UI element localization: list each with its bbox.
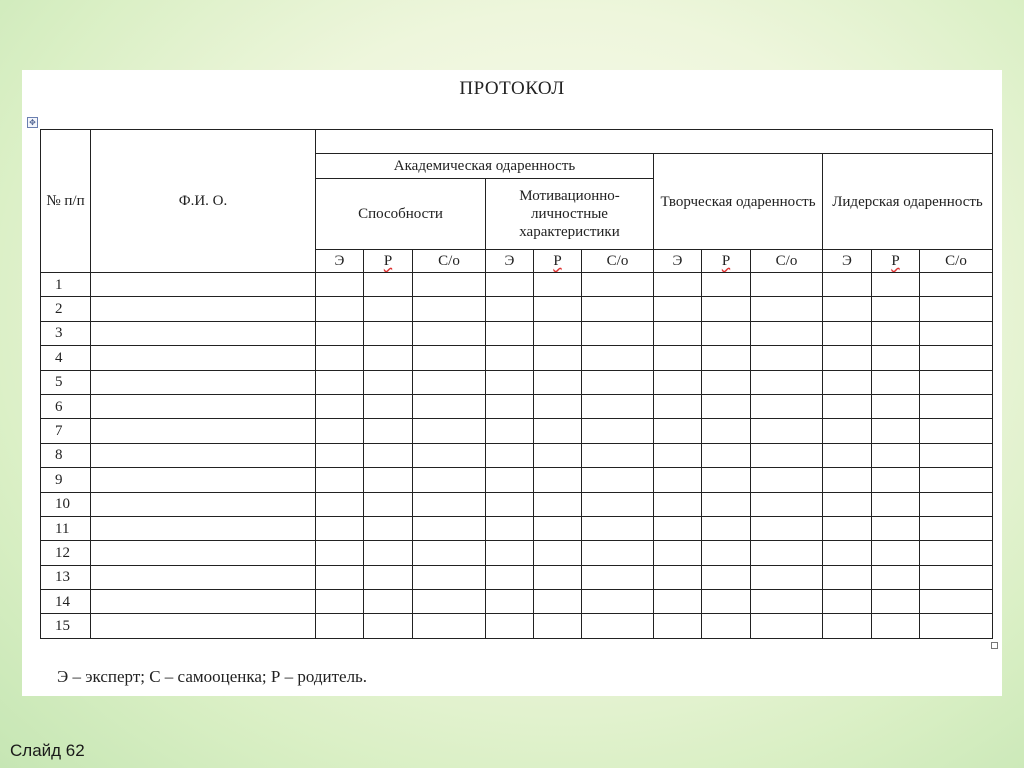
score-cell[interactable] (872, 443, 920, 467)
score-cell[interactable] (920, 590, 993, 614)
score-cell[interactable] (413, 541, 486, 565)
score-cell[interactable] (872, 370, 920, 394)
score-cell[interactable] (582, 346, 654, 370)
fio-cell[interactable] (91, 492, 316, 516)
score-cell[interactable] (872, 321, 920, 345)
score-cell[interactable] (751, 590, 823, 614)
score-cell[interactable] (364, 541, 413, 565)
score-cell[interactable] (654, 346, 702, 370)
table-row (41, 370, 993, 394)
score-cell[interactable] (702, 370, 751, 394)
score-cell[interactable] (534, 590, 582, 614)
subheader-cell: Э (486, 250, 534, 273)
score-cell[interactable] (582, 443, 654, 467)
table-row (41, 346, 993, 370)
header-abilities: Способности (316, 179, 486, 250)
score-cell[interactable] (534, 419, 582, 443)
document-title: ПРОТОКОЛ (459, 78, 565, 99)
score-cell[interactable] (654, 443, 702, 467)
score-cell[interactable] (872, 297, 920, 321)
score-cell[interactable] (751, 516, 823, 540)
table-row (41, 297, 993, 321)
header-creative: Творческая одаренность (654, 154, 823, 250)
row-number: 3 (41, 321, 91, 345)
score-cell[interactable] (413, 614, 486, 638)
score-cell[interactable] (823, 419, 872, 443)
score-cell[interactable] (364, 614, 413, 638)
score-cell[interactable] (364, 443, 413, 467)
score-cell[interactable] (823, 541, 872, 565)
legend-text: Э – эксперт; С – самооценка; Р – родитель. (57, 667, 368, 686)
fio-cell[interactable] (91, 346, 316, 370)
score-cell[interactable] (316, 419, 364, 443)
score-cell[interactable] (872, 541, 920, 565)
score-cell[interactable] (413, 419, 486, 443)
score-cell[interactable] (920, 614, 993, 638)
score-cell[interactable] (582, 590, 654, 614)
score-cell[interactable] (920, 394, 993, 418)
score-cell[interactable] (702, 516, 751, 540)
subheader-cell: Р (872, 250, 920, 273)
score-cell[interactable] (413, 346, 486, 370)
score-cell[interactable] (702, 492, 751, 516)
score-cell[interactable] (582, 394, 654, 418)
score-cell[interactable] (654, 273, 702, 297)
score-cell[interactable] (654, 370, 702, 394)
score-cell[interactable] (582, 273, 654, 297)
score-cell[interactable] (654, 614, 702, 638)
score-cell[interactable] (702, 273, 751, 297)
score-cell[interactable] (751, 370, 823, 394)
table-row (41, 516, 993, 540)
row-number: 15 (41, 614, 91, 638)
subheader-cell: С/о (751, 250, 823, 273)
table-row (41, 419, 993, 443)
score-cell[interactable] (823, 321, 872, 345)
score-cell[interactable] (486, 614, 534, 638)
score-cell[interactable] (413, 492, 486, 516)
subheader-cell: Р (702, 250, 751, 273)
score-cell[interactable] (872, 590, 920, 614)
score-cell[interactable] (872, 273, 920, 297)
score-cell[interactable] (823, 492, 872, 516)
score-cell[interactable] (364, 516, 413, 540)
score-cell[interactable] (364, 492, 413, 516)
score-cell[interactable] (486, 273, 534, 297)
score-cell[interactable] (823, 443, 872, 467)
score-cell[interactable] (872, 516, 920, 540)
score-cell[interactable] (751, 492, 823, 516)
score-cell[interactable] (364, 565, 413, 589)
score-cell[interactable] (702, 565, 751, 589)
score-cell[interactable] (751, 297, 823, 321)
fio-cell[interactable] (91, 590, 316, 614)
score-cell[interactable] (413, 565, 486, 589)
fio-cell[interactable] (91, 468, 316, 492)
score-cell[interactable] (872, 346, 920, 370)
score-cell[interactable] (413, 516, 486, 540)
score-cell[interactable] (702, 468, 751, 492)
score-cell[interactable] (702, 419, 751, 443)
header-fio: Ф.И. О. (91, 130, 316, 273)
subheader-cell: Э (316, 250, 364, 273)
score-cell[interactable] (486, 297, 534, 321)
score-cell[interactable] (534, 492, 582, 516)
score-cell[interactable] (823, 346, 872, 370)
score-cell[interactable] (654, 516, 702, 540)
score-cell[interactable] (534, 297, 582, 321)
score-cell[interactable] (413, 590, 486, 614)
row-number: 11 (41, 516, 91, 540)
score-cell[interactable] (823, 614, 872, 638)
score-cell[interactable] (316, 516, 364, 540)
score-cell[interactable] (364, 321, 413, 345)
score-cell[interactable] (413, 394, 486, 418)
score-cell[interactable] (872, 468, 920, 492)
score-cell[interactable] (486, 321, 534, 345)
score-cell[interactable] (920, 419, 993, 443)
score-cell[interactable] (582, 614, 654, 638)
score-cell[interactable] (702, 443, 751, 467)
subheader-cell: Р (364, 250, 413, 273)
score-cell[interactable] (872, 614, 920, 638)
score-cell[interactable] (582, 321, 654, 345)
fio-cell[interactable] (91, 541, 316, 565)
score-cell[interactable] (920, 321, 993, 345)
score-cell[interactable] (316, 565, 364, 589)
score-cell[interactable] (534, 468, 582, 492)
score-cell[interactable] (751, 273, 823, 297)
score-cell[interactable] (316, 590, 364, 614)
subheader-cell: Р (534, 250, 582, 273)
score-cell[interactable] (702, 541, 751, 565)
score-cell[interactable] (534, 394, 582, 418)
score-cell[interactable] (872, 565, 920, 589)
fio-cell[interactable] (91, 443, 316, 467)
score-cell[interactable] (413, 370, 486, 394)
score-cell[interactable] (872, 419, 920, 443)
header-leadership: Лидерская одаренность (823, 154, 993, 250)
score-cell[interactable] (751, 541, 823, 565)
fio-cell[interactable] (91, 419, 316, 443)
score-cell[interactable] (751, 443, 823, 467)
subheader-cell: С/о (582, 250, 654, 273)
score-cell[interactable] (316, 346, 364, 370)
score-cell[interactable] (920, 346, 993, 370)
score-cell[interactable] (654, 419, 702, 443)
score-cell[interactable] (413, 297, 486, 321)
score-cell[interactable] (751, 419, 823, 443)
score-cell[interactable] (823, 565, 872, 589)
score-cell[interactable] (702, 321, 751, 345)
score-cell[interactable] (413, 468, 486, 492)
table-move-handle-icon[interactable]: ✥ (27, 117, 38, 128)
score-cell[interactable] (582, 565, 654, 589)
table-row (41, 541, 993, 565)
score-cell[interactable] (751, 346, 823, 370)
score-cell[interactable] (702, 614, 751, 638)
score-cell[interactable] (920, 565, 993, 589)
score-cell[interactable] (534, 565, 582, 589)
score-cell[interactable] (364, 590, 413, 614)
score-cell[interactable] (413, 321, 486, 345)
score-cell[interactable] (364, 419, 413, 443)
score-cell[interactable] (920, 273, 993, 297)
score-cell[interactable] (823, 297, 872, 321)
row-number: 13 (41, 565, 91, 589)
score-cell[interactable] (920, 492, 993, 516)
score-cell[interactable] (486, 394, 534, 418)
document-page (22, 70, 1002, 696)
score-cell[interactable] (316, 273, 364, 297)
score-cell[interactable] (316, 297, 364, 321)
score-cell[interactable] (364, 468, 413, 492)
score-cell[interactable] (486, 541, 534, 565)
score-cell[interactable] (316, 468, 364, 492)
score-cell[interactable] (316, 614, 364, 638)
fio-cell[interactable] (91, 565, 316, 589)
fio-cell[interactable] (91, 297, 316, 321)
table-row (41, 590, 993, 614)
score-cell[interactable] (486, 516, 534, 540)
score-cell[interactable] (751, 468, 823, 492)
score-cell[interactable] (534, 443, 582, 467)
table-row (41, 273, 993, 297)
subheader-cell: С/о (413, 250, 486, 273)
fio-cell[interactable] (91, 614, 316, 638)
table-row (41, 614, 993, 638)
score-cell[interactable] (364, 273, 413, 297)
score-cell[interactable] (486, 590, 534, 614)
score-cell[interactable] (823, 468, 872, 492)
score-cell[interactable] (316, 394, 364, 418)
row-number: 5 (41, 370, 91, 394)
score-cell[interactable] (702, 394, 751, 418)
score-cell[interactable] (534, 346, 582, 370)
score-cell[interactable] (582, 492, 654, 516)
score-cell[interactable] (582, 468, 654, 492)
score-cell[interactable] (823, 273, 872, 297)
score-cell[interactable] (364, 370, 413, 394)
score-cell[interactable] (920, 541, 993, 565)
header-academic: Академическая одаренность (316, 154, 654, 179)
slide-number: Слайд 62 (10, 741, 85, 760)
fio-cell[interactable] (91, 370, 316, 394)
row-number: 12 (41, 541, 91, 565)
score-cell[interactable] (316, 321, 364, 345)
score-cell[interactable] (751, 565, 823, 589)
score-cell[interactable] (654, 321, 702, 345)
score-cell[interactable] (534, 614, 582, 638)
score-cell[interactable] (486, 492, 534, 516)
row-number: 6 (41, 394, 91, 418)
header-number: № п/п (41, 130, 91, 273)
score-cell[interactable] (486, 443, 534, 467)
score-cell[interactable] (486, 468, 534, 492)
score-cell[interactable] (413, 273, 486, 297)
score-cell[interactable] (534, 516, 582, 540)
header-empty-top (316, 130, 993, 154)
score-cell[interactable] (751, 321, 823, 345)
score-cell[interactable] (654, 541, 702, 565)
score-cell[interactable] (920, 468, 993, 492)
score-cell[interactable] (364, 297, 413, 321)
table-row (41, 565, 993, 589)
score-cell[interactable] (823, 394, 872, 418)
score-cell[interactable] (823, 590, 872, 614)
row-number: 7 (41, 419, 91, 443)
protocol-table (40, 129, 993, 639)
score-cell[interactable] (534, 370, 582, 394)
score-cell[interactable] (582, 419, 654, 443)
table-row (41, 468, 993, 492)
score-cell[interactable] (316, 541, 364, 565)
score-cell[interactable] (654, 468, 702, 492)
score-cell[interactable] (872, 492, 920, 516)
score-cell[interactable] (654, 492, 702, 516)
score-cell[interactable] (364, 346, 413, 370)
fio-cell[interactable] (91, 394, 316, 418)
score-cell[interactable] (582, 541, 654, 565)
score-cell[interactable] (486, 419, 534, 443)
subheader-cell: Э (823, 250, 872, 273)
row-number: 1 (41, 273, 91, 297)
table-row (41, 443, 993, 467)
score-cell[interactable] (413, 443, 486, 467)
score-cell[interactable] (920, 516, 993, 540)
fio-cell[interactable] (91, 321, 316, 345)
table-resize-handle-icon[interactable] (991, 642, 998, 649)
score-cell[interactable] (654, 297, 702, 321)
row-number: 10 (41, 492, 91, 516)
score-cell[interactable] (534, 273, 582, 297)
score-cell[interactable] (751, 614, 823, 638)
row-number: 14 (41, 590, 91, 614)
score-cell[interactable] (920, 443, 993, 467)
score-cell[interactable] (654, 565, 702, 589)
row-number: 4 (41, 346, 91, 370)
score-cell[interactable] (364, 394, 413, 418)
score-cell[interactable] (702, 346, 751, 370)
subheader-cell: Э (654, 250, 702, 273)
score-cell[interactable] (534, 321, 582, 345)
score-cell[interactable] (486, 346, 534, 370)
score-cell[interactable] (316, 370, 364, 394)
fio-cell[interactable] (91, 516, 316, 540)
score-cell[interactable] (486, 565, 534, 589)
score-cell[interactable] (823, 516, 872, 540)
score-cell[interactable] (702, 297, 751, 321)
score-cell[interactable] (823, 370, 872, 394)
row-number: 9 (41, 468, 91, 492)
score-cell[interactable] (654, 590, 702, 614)
score-cell[interactable] (316, 443, 364, 467)
fio-cell[interactable] (91, 273, 316, 297)
header-motivational: Мотивационно-личностные характеристики (486, 179, 654, 250)
score-cell[interactable] (654, 394, 702, 418)
subheader-cell: С/о (920, 250, 993, 273)
score-cell[interactable] (920, 297, 993, 321)
score-cell[interactable] (316, 492, 364, 516)
table-row (41, 394, 993, 418)
score-cell[interactable] (702, 590, 751, 614)
table-row (41, 321, 993, 345)
score-cell[interactable] (751, 394, 823, 418)
row-number: 2 (41, 297, 91, 321)
table-row (41, 492, 993, 516)
score-cell[interactable] (920, 370, 993, 394)
score-cell[interactable] (582, 516, 654, 540)
score-cell[interactable] (486, 370, 534, 394)
score-cell[interactable] (582, 370, 654, 394)
score-cell[interactable] (872, 394, 920, 418)
score-cell[interactable] (582, 297, 654, 321)
score-cell[interactable] (534, 541, 582, 565)
row-number: 8 (41, 443, 91, 467)
